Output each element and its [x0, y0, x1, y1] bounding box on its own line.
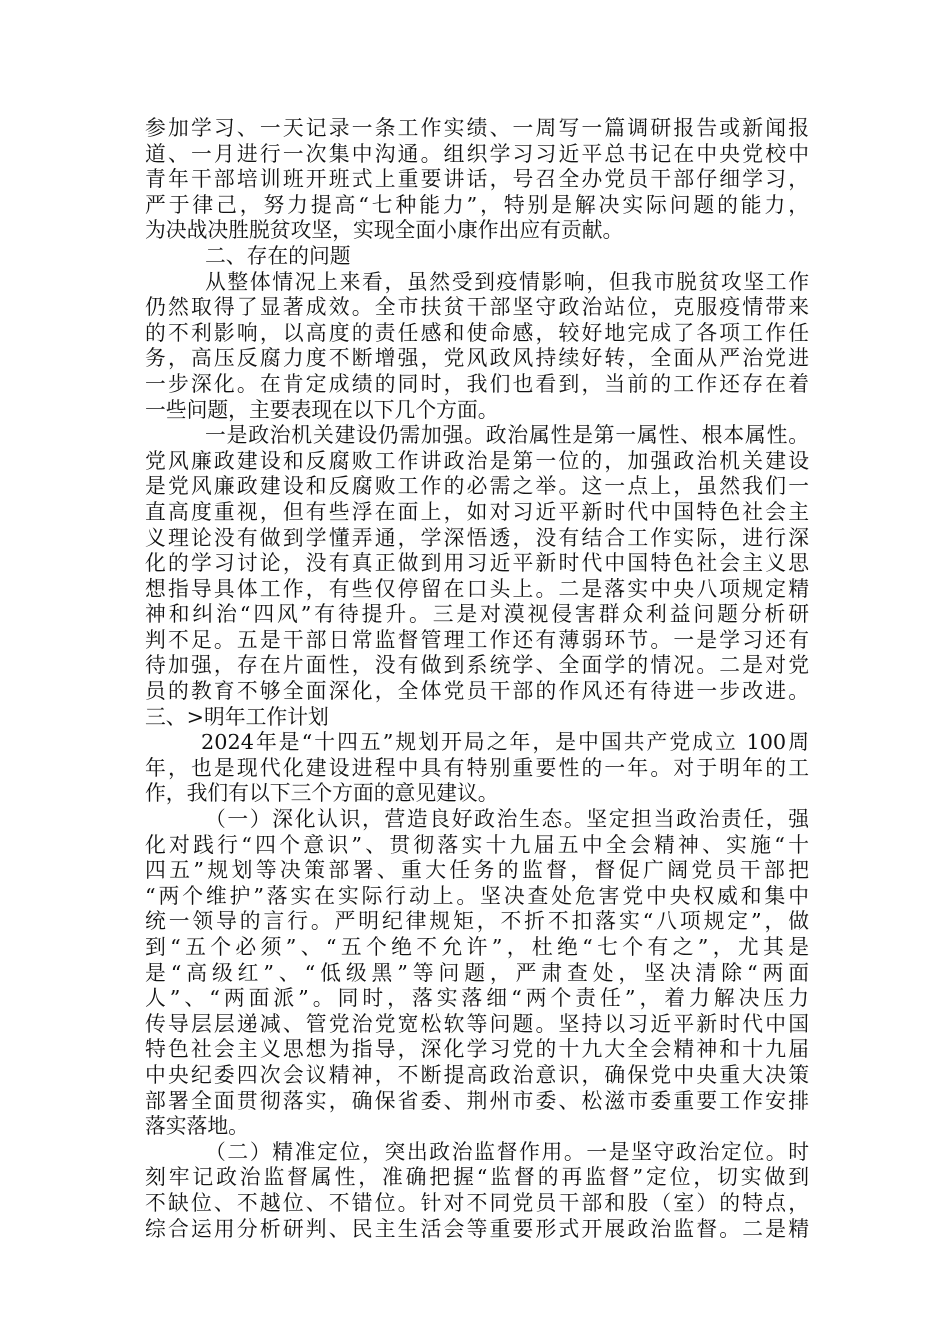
- text-line: 道、一月进行一次集中沟通。组织学习习近平总书记在中央党校中: [145, 141, 809, 166]
- text-line: 为决战决胜脱贫攻坚，实现全面小康作出应有贡献。: [145, 218, 624, 243]
- text-line: 化对践行“四个意识”、贯彻落实十九届五中全会精神、实施“十: [145, 832, 809, 857]
- text-line: 传导层层递减、管党治党宽松软等问题。坚持以习近平新时代中国: [145, 1011, 809, 1036]
- text-line: 一步深化。在肯定成绩的同时，我们也看到，当前的工作还存在着: [145, 371, 809, 396]
- text-line: 党风廉政建设和反腐败工作讲政治是第一位的，加强政治机关建设: [145, 448, 809, 473]
- text-line: 从整体情况上来看，虽然受到疫情影响，但我市脱贫攻坚工作: [205, 269, 809, 294]
- text-line: 一些问题，主要表现在以下几个方面。: [145, 397, 499, 422]
- text-line: 的不利影响，以高度的责任感和使命感，较好地完成了各项工作任: [145, 320, 809, 345]
- text-line: 刻牢记政治监督属性，准确把握“监督的再监督”定位，切实做到: [145, 1165, 809, 1190]
- text-line: （二）精准定位，突出政治监督作用。一是坚守政治定位。时: [205, 1139, 809, 1164]
- text-line: 部署全面贯彻落实，确保省委、荆州市委、松滋市委重要工作安排: [145, 1088, 809, 1113]
- text-line: 统一领导的言行。严明纪律规矩，不折不扣落实“八项规定”，做: [145, 909, 809, 934]
- text-line: 想指导具体工作，有些仅停留在口头上。二是落实中央八项规定精: [145, 576, 809, 601]
- text-line: 义理论没有做到学懂弄通，学深悟透，没有结合工作实际，进行深: [145, 525, 809, 550]
- text-line: 神和纠治“四风”有待提升。三是对漠视侵害群众利益问题分析研: [145, 602, 809, 627]
- text-line: 判不足。五是干部日常监督管理工作还有薄弱环节。一是学习还有: [145, 627, 809, 652]
- text-line: 综合运用分析研判、民主生活会等重要形式开展政治监督。二是精: [145, 1216, 809, 1241]
- text-line: 人”、“两面派”。同时，落实落细“两个责任”，着力解决压力: [145, 986, 809, 1011]
- text-line: 一是政治机关建设仍需加强。政治属性是第一属性、根本属性。: [205, 423, 809, 448]
- section-heading: 二、存在的问题: [205, 243, 351, 268]
- text-line: 是“高级红”、“低级黑”等问题，严肃查处，坚决清除“两面: [145, 960, 809, 985]
- text-line: 仍然取得了显著成效。全市扶贫干部坚守政治站位，克服疫情带来: [145, 295, 809, 320]
- text-line: 特色社会主义思想为指导，深化学习党的十九大全会精神和十九届: [145, 1037, 809, 1062]
- text-line: 务，高压反腐力度不断增强，党风政风持续好转，全面从严治党进: [145, 346, 809, 371]
- text-line: 是党风廉政建设和反腐败工作的必需之举。这一点上，虽然我们一: [145, 474, 809, 499]
- text-line: 不缺位、不越位、不错位。针对不同党员干部和股（室）的特点，: [145, 1190, 809, 1215]
- text-line: 年，也是现代化建设进程中具有特别重要性的一年。对于明年的工: [145, 755, 809, 780]
- text-line: 四五”规划等决策部署、重大任务的监督，督促广阔党员干部把: [145, 858, 809, 883]
- text-line: 作，我们有以下三个方面的意见建议。: [145, 781, 499, 806]
- text-line: 到“五个必须”、“五个绝不允许”，杜绝“七个有之”，尤其是: [145, 935, 809, 959]
- text-line: （一）深化认识，营造良好政治生态。坚定担当政治责任，强: [205, 807, 809, 832]
- text-line: 待加强，存在片面性，没有做到系统学、全面学的情况。二是对党: [145, 653, 809, 678]
- text-line: 中央纪委四次会议精神，不断提高政治意识，确保党中央重大决策: [145, 1062, 809, 1087]
- text-line: 参加学习、一天记录一条工作实绩、一周写一篇调研报告或新闻报: [145, 116, 809, 140]
- text-line: 落实落地。: [145, 1114, 249, 1139]
- text-line: 化的学习讨论，没有真正做到用习近平新时代中国特色社会主义思: [145, 551, 809, 576]
- text-line: “两个维护”落实在实际行动上。坚决查处危害党中央权威和集中: [145, 883, 809, 908]
- text-line: 直高度重视，但有些浮在面上，如对习近平新时代中国特色社会主: [145, 499, 809, 524]
- section-heading: 三、>明年工作计划: [145, 704, 329, 729]
- text-line: 严于律己，努力提高“七种能力”，特别是解决实际问题的能力，: [145, 192, 809, 217]
- text-line: 2024年是“十四五”规划开局之年，是中国共产党成立 100周: [201, 730, 809, 755]
- document-page: [145, 116, 809, 1242]
- text-line: 员的教育不够全面深化，全体党员干部的作风还有待进一步改进。: [145, 679, 809, 704]
- text-line: 青年干部培训班开班式上重要讲话，号召全办党员干部仔细学习，: [145, 167, 809, 192]
